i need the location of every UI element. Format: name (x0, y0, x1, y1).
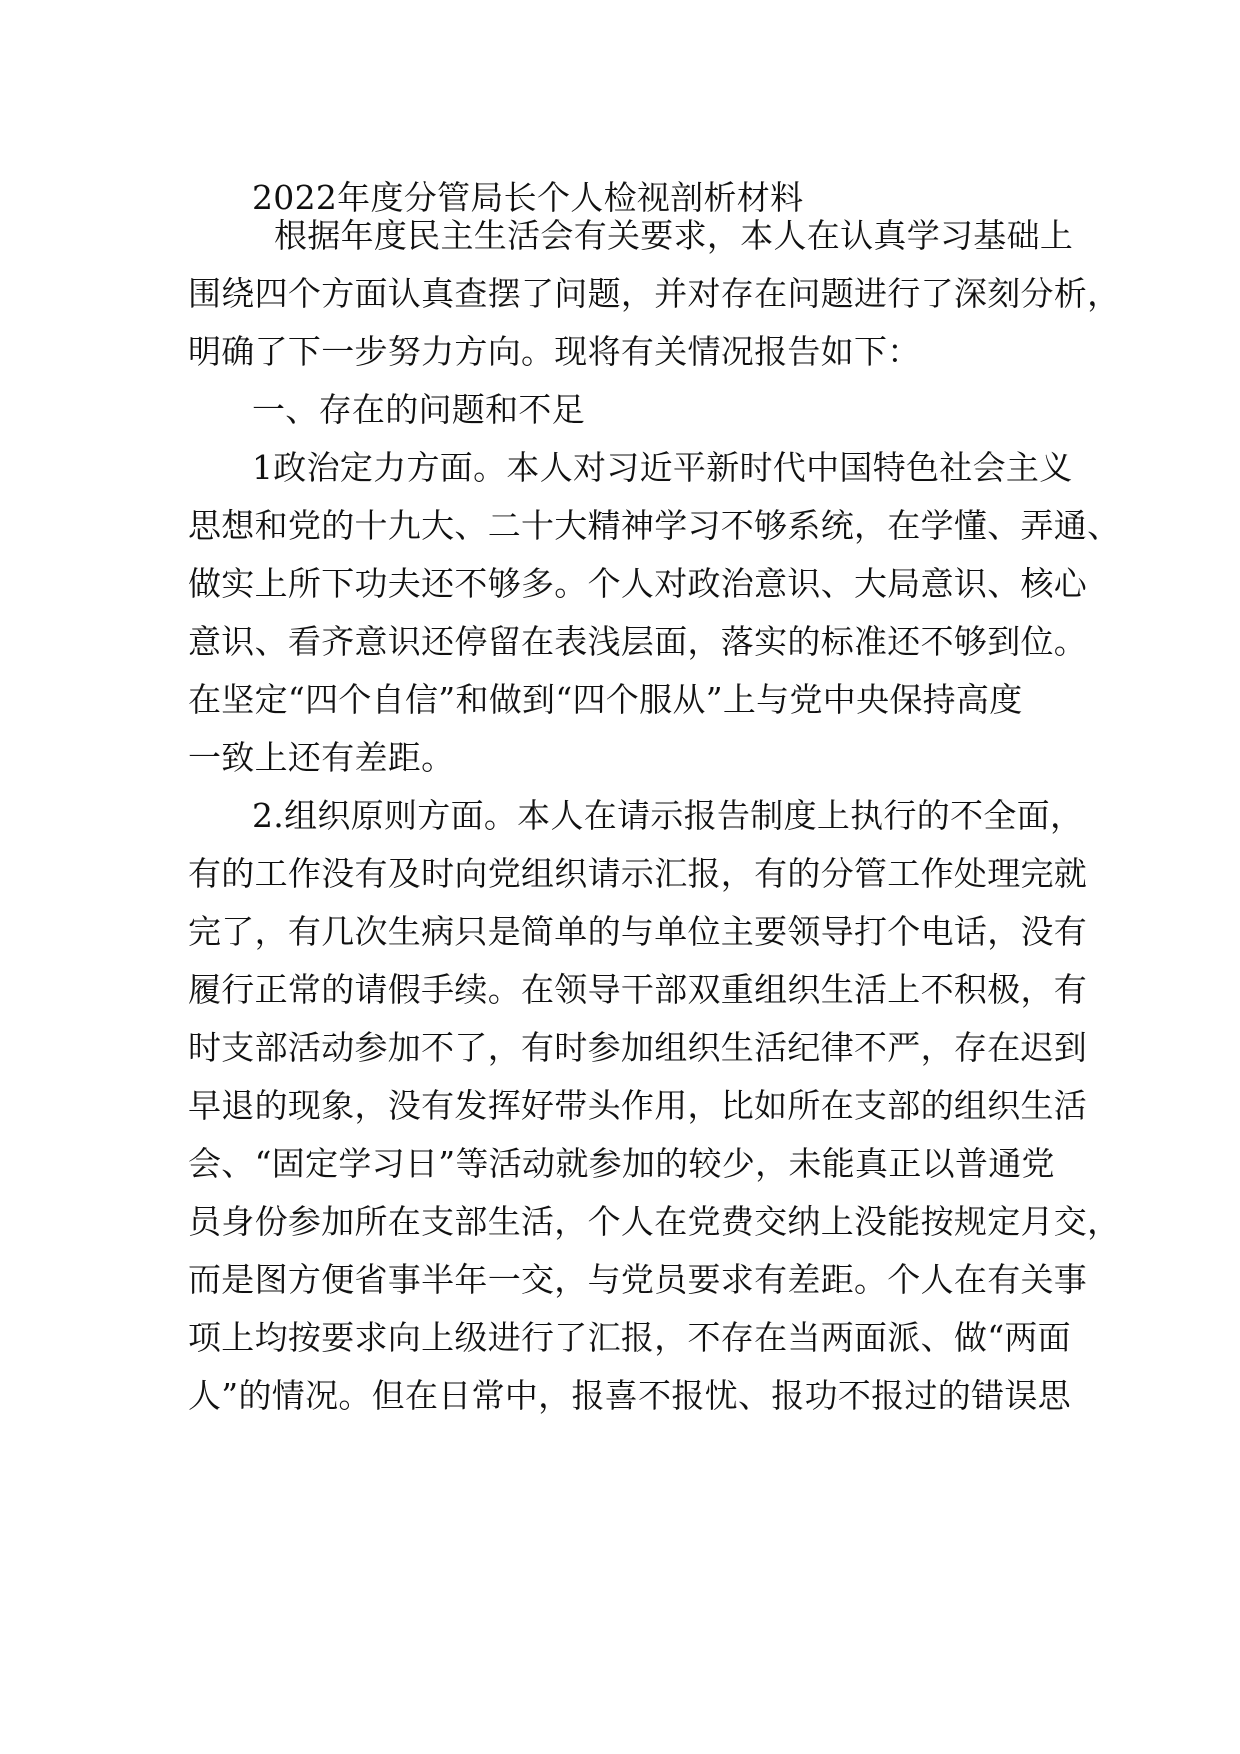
paragraph-line: 员身份参加所在支部生活，个人在党费交纳上没能按规定月交， (188, 1202, 1121, 1241)
paragraph-line: 时支部活动参加不了，有时参加组织生活纪律不严，存在迟到 (188, 1028, 1088, 1067)
paragraph-line: 有的工作没有及时向党组织请示汇报，有的分管工作处理完就 (188, 854, 1088, 893)
paragraph-line: 完了，有几次生病只是简单的与单位主要领导打个电话，没有 (188, 912, 1088, 951)
paragraph-line: 人”的情况。但在日常中，报喜不报忧、报功不报过的错误思 (188, 1376, 1071, 1415)
paragraph-line: 2.组织原则方面。本人在请示报告制度上执行的不全面， (252, 796, 1084, 835)
paragraph-line: 思想和党的十九大、二十大精神学习不够系统，在学懂、弄通、 (188, 506, 1121, 545)
paragraph-line: 而是图方便省事半年一交，与党员要求有差距。个人在有关事 (188, 1260, 1088, 1299)
paragraph-line: 项上均按要求向上级进行了汇报，不存在当两面派、做“两面 (188, 1318, 1071, 1357)
document-title: 2022年度分管局长个人检视剖析材料 (252, 178, 804, 217)
paragraph-line: 履行正常的请假手续。在领导干部双重组织生活上不积极，有 (188, 970, 1088, 1009)
section-heading: 一、存在的问题和不足 (252, 390, 585, 429)
paragraph-line: 会、“固定学习日”等活动就参加的较少，未能真正以普通党 (188, 1144, 1055, 1183)
paragraph-line: 明确了下一步努力方向。现将有关情况报告如下： (188, 332, 921, 371)
paragraph-line: 根据年度民主生活会有关要求，本人在认真学习基础上 (274, 216, 1074, 255)
paragraph-line: 围绕四个方面认真查摆了问题，并对存在问题进行了深刻分析， (188, 274, 1121, 313)
paragraph-line: 早退的现象，没有发挥好带头作用，比如所在支部的组织生活 (188, 1086, 1088, 1125)
paragraph-line: 在坚定“四个自信”和做到“四个服从”上与党中央保持高度 (188, 680, 1023, 719)
paragraph-line: 意识、看齐意识还停留在表浅层面，落实的标准还不够到位。 (188, 622, 1088, 661)
paragraph-line: 做实上所下功夫还不够多。个人对政治意识、大局意识、核心 (188, 564, 1088, 603)
paragraph-line: 1政治定力方面。本人对习近平新时代中国特色社会主义 (252, 448, 1073, 487)
paragraph-line: 一致上还有差距。 (188, 738, 455, 777)
